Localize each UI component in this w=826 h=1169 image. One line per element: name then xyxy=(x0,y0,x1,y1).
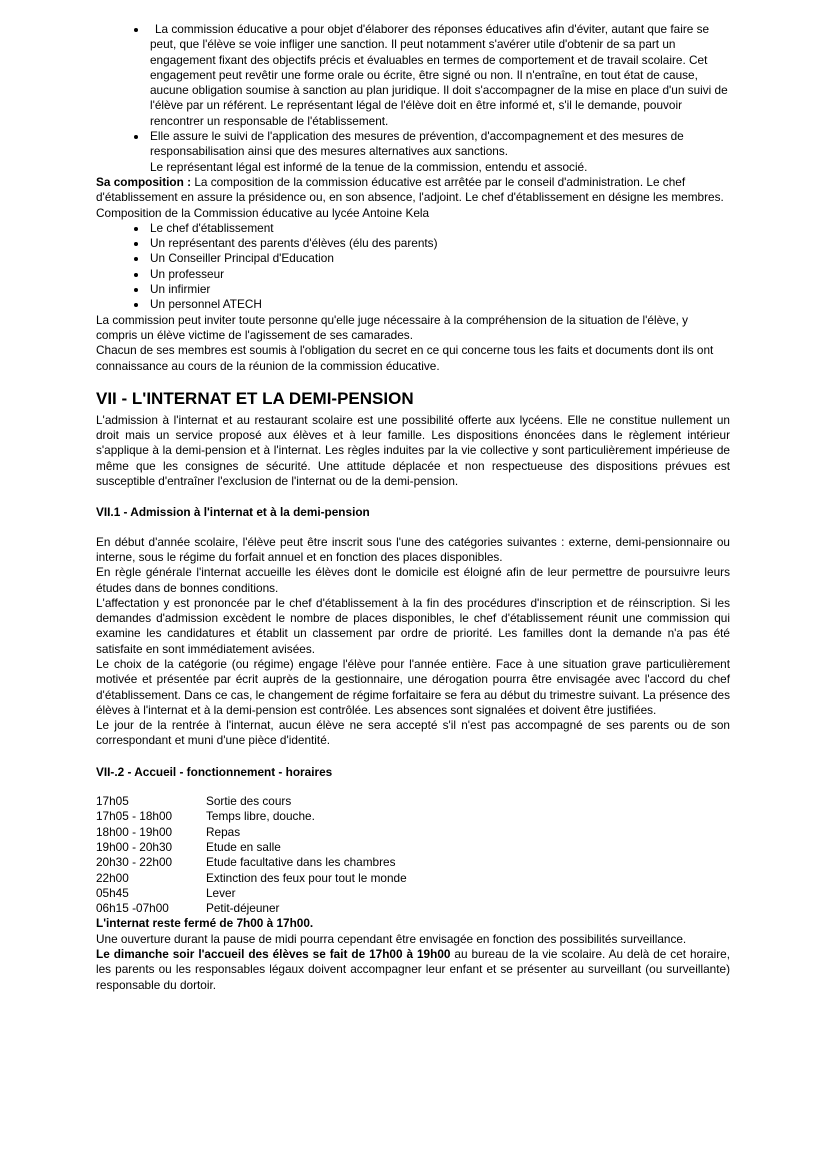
list-item xyxy=(148,129,730,175)
schedule-activity: Petit-déjeuner xyxy=(206,901,280,916)
list-item: • Un Conseiller Principal d'Education xyxy=(148,251,730,266)
commission-educative-bullet-list xyxy=(96,22,730,175)
list-item: • Un représentant des parents d'élèves (élu des parents) xyxy=(148,236,730,251)
admission-paragraph: En début d'année scolaire, l'élève peut être inscrit sous l'une des catégories suivantes : externe, demi-pensionnaire ou interne, sous le régime du forfait annuel et en fonction des places disponibles. xyxy=(96,534,730,564)
midday-opening-paragraph: Une ouverture durant la pause de midi pourra cependant être envisagée en fonction des possibilités surveillance. xyxy=(96,931,687,946)
schedule-activity: Lever xyxy=(206,885,236,900)
schedule-row xyxy=(96,840,730,855)
schedule-row xyxy=(96,871,730,886)
sunday-welcome-bold-lead: Le dimanche soir l'accueil des élèves se fait de 17h00 à 19h00 xyxy=(96,947,451,962)
schedule-activity: Etude facultative dans les chambres xyxy=(206,855,396,870)
schedule-row xyxy=(96,886,730,901)
schedule-row xyxy=(96,809,730,824)
section-vii-heading: VII - L'INTERNAT ET LA DEMI-PENSION xyxy=(96,388,414,408)
commission-secret-paragraph: Chacun de ses membres est soumis à l'obligation du secret en ce qui concerne tous les faits et documents dont ils ont connaissance au cours de la réunion de la commission éducative. xyxy=(96,343,714,373)
composition-lead-label: Sa composition : xyxy=(96,174,192,189)
schedule-row xyxy=(96,901,730,916)
schedule-time: 19h00 - 20h30 xyxy=(96,839,173,854)
schedule-time: 20h30 - 22h00 xyxy=(96,855,173,870)
schedule-row xyxy=(96,794,730,809)
list-item: • Le chef d'établissement xyxy=(148,221,730,236)
composition-paragraph xyxy=(96,175,730,206)
schedule-row xyxy=(96,825,730,840)
composition-member-list xyxy=(96,221,730,313)
internat-schedule-table xyxy=(96,794,730,916)
schedule-time: 06h15 -07h00 xyxy=(96,901,169,916)
composition-text: La composition de la commission éducative est arrêtée par le conseil d'administration. Le chef d'établissement en assure la présidence ou, en son absence, l'adjoint. Le chef d'établissement en désigne les membres. xyxy=(96,174,724,205)
composition-list-intro: Composition de la Commission éducative au lycée Antoine Kela xyxy=(96,205,430,220)
sunday-welcome-paragraph xyxy=(96,947,730,993)
schedule-time: 17h05 - 18h00 xyxy=(96,809,173,824)
commission-invite-paragraph: La commission peut inviter toute personne qu'elle juge nécessaire à la compréhension de la situation de l'élève, y compris un élève victime de l'agissement de ses camarades. xyxy=(96,312,689,342)
section-vii-intro-paragraph: L'admission à l'internat et au restaurant scolaire est une possibilité offerte aux lycéens. Elle ne constitue nullement un droit mais un service proposé aux élèves et à leur famille. Les dispositions énoncées dans le règlement intérieur s'applique à la demi-pension et à l'internat. Les règles induites par la vie collective y sont particulièrement impérieuse de même que les consignes de sécurité. Une attitude déplacée et non respectueuse des dispositions prévues est susceptible d'entraîner l'exclusion de l'internat ou de la demi-pension. xyxy=(96,412,730,489)
schedule-activity: Sortie des cours xyxy=(206,794,292,809)
schedule-activity: Etude en salle xyxy=(206,839,281,854)
sunday-welcome-rest: au bureau de la vie scolaire. Au delà de cet horaire, les parents ou les responsables légaux doivent accompagner leur enfant et se présenter au surveillant (ou surveillante) responsable du dortoir. xyxy=(96,947,730,992)
section-vii-1-heading: VII.1 - Admission à l'internat et à la demi-pension xyxy=(96,505,370,520)
section-vii-2-heading: VII-.2 - Accueil - fonctionnement - horaires xyxy=(96,764,333,779)
admission-paragraph: Le jour de la rentrée à l'internat, aucun élève ne sera accepté s'il n'est pas accompagné de ses parents ou de son correspondant et muni d'une pièce d'identité. xyxy=(96,718,730,748)
internat-closed-hours-line: L'internat reste fermé de 7h00 à 17h00. xyxy=(96,916,314,931)
admission-paragraph: En règle générale l'internat accueille les élèves dont le domicile est éloigné afin de leur permettre de poursuivre leurs études dans de bonnes conditions. xyxy=(96,565,730,595)
list-item: • Un professeur xyxy=(148,267,730,282)
list-item: • Un personnel ATECH xyxy=(148,297,730,312)
list-item xyxy=(148,22,730,129)
schedule-time: 18h00 - 19h00 xyxy=(96,824,173,839)
schedule-activity: Extinction des feux pour tout le monde xyxy=(206,870,407,885)
admission-paragraph: L'affectation y est prononcée par le chef d'établissement à la fin des procédures d'inscription et de réinscription. Si les demandes d'admission excèdent le nombre de places disponibles, le chef d'établissement réunit une commission qui examine les candidatures et établit un classement par ordre de priorité. Les familles dont la demande n'a pas été satisfaite en sont immédiatement avisées. xyxy=(96,595,730,656)
admission-paragraph: Le choix de la catégorie (ou régime) engage l'élève pour l'année entière. Face à une situation grave particulièrement motivée et présentée par écrit auprès de la gestionnaire, une dérogation pourra être envisagée avec l'accord du chef d'établissement. Dans ce cas, le changement de régime forfaitaire se fera au début du trimestre suivant. La présence des élèves à l'internat et à la demi-pension est contrôlée. Les absences sont signalées et doivent être justifiées. xyxy=(96,656,730,717)
schedule-activity: Temps libre, douche. xyxy=(206,809,315,824)
schedule-activity: Repas xyxy=(206,824,241,839)
bullet-text: La commission éducative a pour objet d'élaborer des réponses éducatives afin d'éviter, autant que faire se peut, que l'élève se voie infliger une sanction. Il peut notamment s'avérer utile d'obtenir de sa part un engagement fixant des objectifs précis et évaluables en termes de comportement et de travail scolaire. Cet engagement peut revêtir une forme orale ou écrite, être signé ou non. Il n'entraîne, en tout état de cause, aucune obligation soumise à sanction au plan juridique. Il doit s'accompagner de la mise en place d'un suivi de l'élève par un référent. Le représentant légal de l'élève doit en être informé et, s'il le demande, pouvoir rencontrer un responsable de l'établissement. xyxy=(150,22,728,128)
schedule-time: 17h05 xyxy=(96,794,129,809)
schedule-time: 05h45 xyxy=(96,885,129,900)
bullet-text: Elle assure le suivi de l'application des mesures de prévention, d'accompagnement et des mesures de responsabilisation ainsi que des mesures alternatives aux sanctions. xyxy=(150,129,684,159)
list-item: • Un infirmier xyxy=(148,282,730,297)
schedule-row xyxy=(96,855,730,870)
schedule-time: 22h00 xyxy=(96,870,129,885)
bullet-continuation-text: Le représentant légal est informé de la tenue de la commission, entendu et associé. xyxy=(150,159,588,174)
